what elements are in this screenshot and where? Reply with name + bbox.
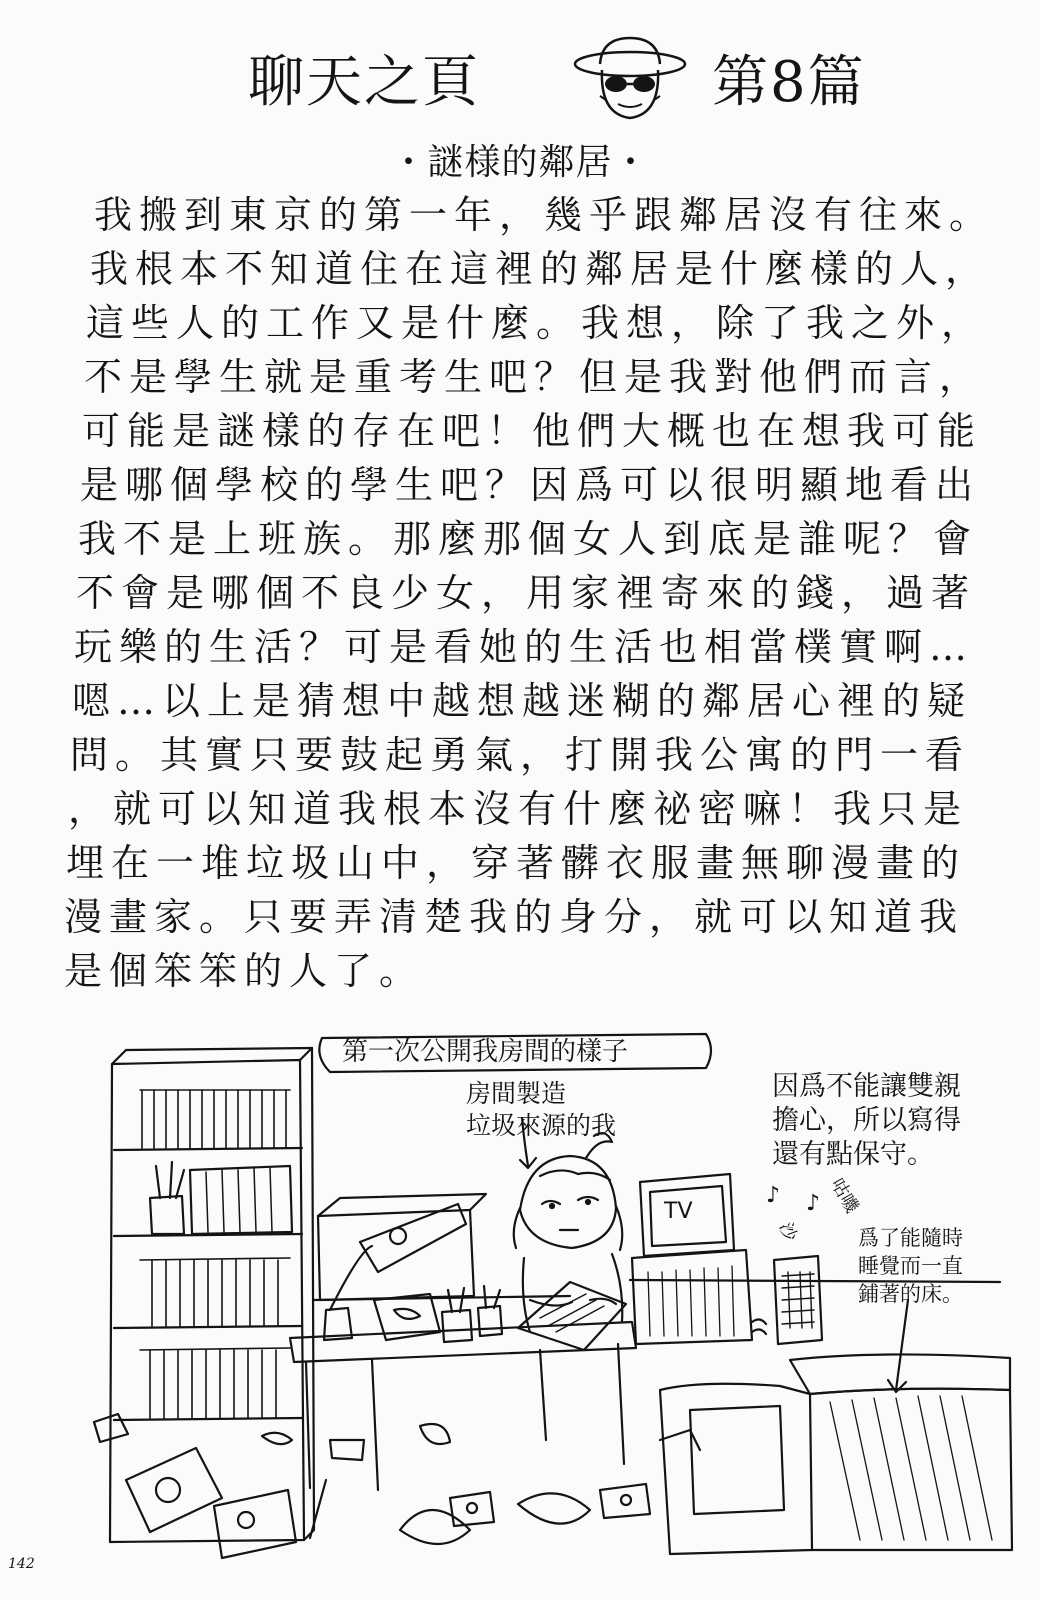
body-line: 玩樂的生活？可是看她的生活也相當樸實啊… bbox=[74, 625, 975, 669]
parents-note: 因爲不能讓雙親 擔心，所以寫得 還有點保守。 bbox=[772, 1071, 961, 1170]
body-line: 我根本不知道住在這裡的鄰居是什麼樣的人， bbox=[90, 247, 991, 291]
page-number: 142 bbox=[8, 1556, 35, 1572]
sound-speech: 咕嘰 bbox=[826, 1174, 863, 1217]
hat-sunglasses-face-icon bbox=[570, 34, 690, 124]
caption-bubble: 第一次公開我房間的樣子 bbox=[342, 1037, 629, 1067]
body-line: 不是學生就是重考生吧？但是我對他們而言， bbox=[84, 355, 985, 399]
page-header bbox=[0, 38, 1040, 128]
room-illustration bbox=[0, 1010, 1040, 1570]
bed-note: 爲了能隨時 睡覺而一直 鋪著的床。 bbox=[858, 1226, 963, 1306]
subtitle: ・謎様的鄰居・ bbox=[390, 142, 650, 183]
music-note-icon: ♪ bbox=[806, 1191, 821, 1216]
author-label: 房間製造 垃圾來源的我 bbox=[466, 1079, 617, 1140]
body-line: 我不是上班族。那麼那個女人到底是誰呢？會 bbox=[78, 517, 979, 561]
body-line: 是個笨笨的人了。 bbox=[64, 949, 425, 993]
music-note-icon: ♪ bbox=[766, 1183, 781, 1208]
body-line: 嗯…以上是猜想中越想越迷糊的鄰居心裡的疑 bbox=[72, 679, 973, 723]
tv-label: TV bbox=[664, 1199, 693, 1224]
episode-number: 第8篇 bbox=[712, 50, 866, 115]
body-line: 埋在一堆垃圾山中，穿著髒衣服畫無聊漫畫的 bbox=[66, 841, 967, 885]
body-line: 漫畫家。只要弄清楚我的身分，就可以知道我 bbox=[64, 895, 965, 939]
body-line: 可能是謎樣的存在吧！他們大概也在想我可能 bbox=[82, 409, 983, 453]
body-line: 是哪個學校的學生吧？因爲可以很明顯地看出 bbox=[80, 463, 981, 507]
sound-sa: 沙 bbox=[774, 1219, 801, 1244]
body-text bbox=[60, 188, 1000, 998]
body-line: 問。其實只要鼓起勇氣，打開我公寓的門一看 bbox=[70, 733, 971, 777]
body-line: 不會是哪個不良少女，用家裡寄來的錢，過著 bbox=[76, 571, 977, 615]
body-line: ，就可以知道我根本沒有什麼祕密嘛！我只是 bbox=[68, 787, 969, 831]
column-title: 聊天之頁 bbox=[248, 50, 480, 115]
body-line: 這些人的工作又是什麼。我想，除了我之外， bbox=[86, 301, 987, 345]
body-line: 我搬到東京的第一年，幾乎跟鄰居沒有往來。 bbox=[94, 193, 995, 237]
